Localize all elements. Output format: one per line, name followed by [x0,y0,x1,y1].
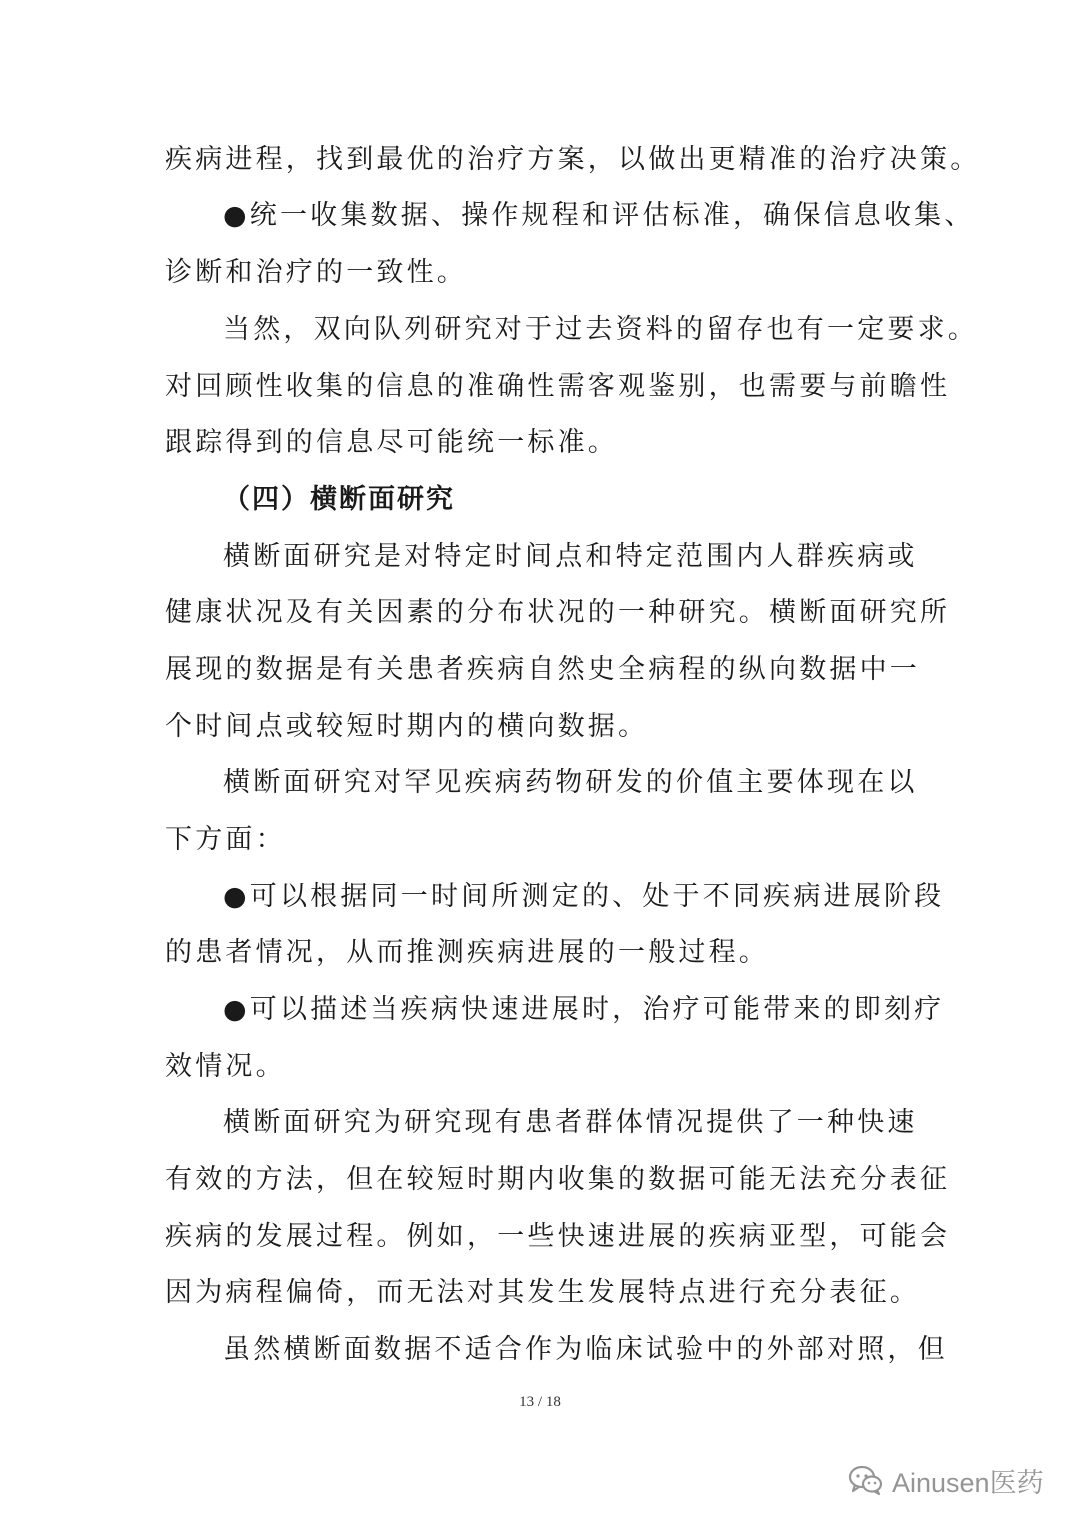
text-line: 对回顾性收集的信息的准确性需客观鉴别，也需要与前瞻性 [165,371,951,402]
text-line: ●统一收集数据、操作规程和评估标准，确保信息收集、 [223,200,975,231]
text-line: 横断面研究为研究现有患者群体情况提供了一种快速 [223,1107,918,1138]
watermark-text: Ainusen医药 [892,1467,1044,1498]
text-line: 诊断和治疗的一致性。 [165,257,467,288]
text-line: ●可以根据同一时间所测定的、处于不同疾病进展阶段 [223,881,945,912]
watermark [848,1460,1044,1500]
text-line: 健康状况及有关因素的分布状况的一种研究。横断面研究所 [165,597,951,628]
text-line: 横断面研究是对特定时间点和特定范围内人群疾病或 [223,541,918,572]
page-number: 13 / 18 [519,1394,561,1410]
text-line: 的患者情况，从而推测疾病进展的一般过程。 [165,937,769,968]
text-line: 下方面： [165,824,286,855]
text-line: 效情况。 [165,1051,286,1082]
text-line: 展现的数据是有关患者疾病自然史全病程的纵向数据中一 [165,654,920,685]
text-line: 疾病进程，找到最优的治疗方案，以做出更精准的治疗决策。 [165,144,981,175]
section-heading: （四）横断面研究 [223,484,455,515]
text-line: 有效的方法，但在较短时期内收集的数据可能无法充分表征 [165,1164,951,1195]
text-line: 因为病程偏倚，而无法对其发生发展特点进行充分表征。 [165,1277,920,1308]
wechat-icon [848,1464,884,1496]
text-line: ●可以描述当疾病快速进展时，治疗可能带来的即刻疗 [223,994,945,1025]
text-line: 疾病的发展过程。例如，一些快速进展的疾病亚型，可能会 [165,1221,951,1252]
text-line: 个时间点或较短时期内的横向数据。 [165,711,649,742]
text-line: 虽然横断面数据不适合作为临床试验中的外部对照，但 [223,1334,948,1365]
text-line: 跟踪得到的信息尽可能统一标准。 [165,427,618,458]
text-line: 当然，双向队列研究对于过去资料的留存也有一定要求。 [223,314,978,345]
text-line: 横断面研究对罕见疾病药物研发的价值主要体现在以 [223,767,918,798]
